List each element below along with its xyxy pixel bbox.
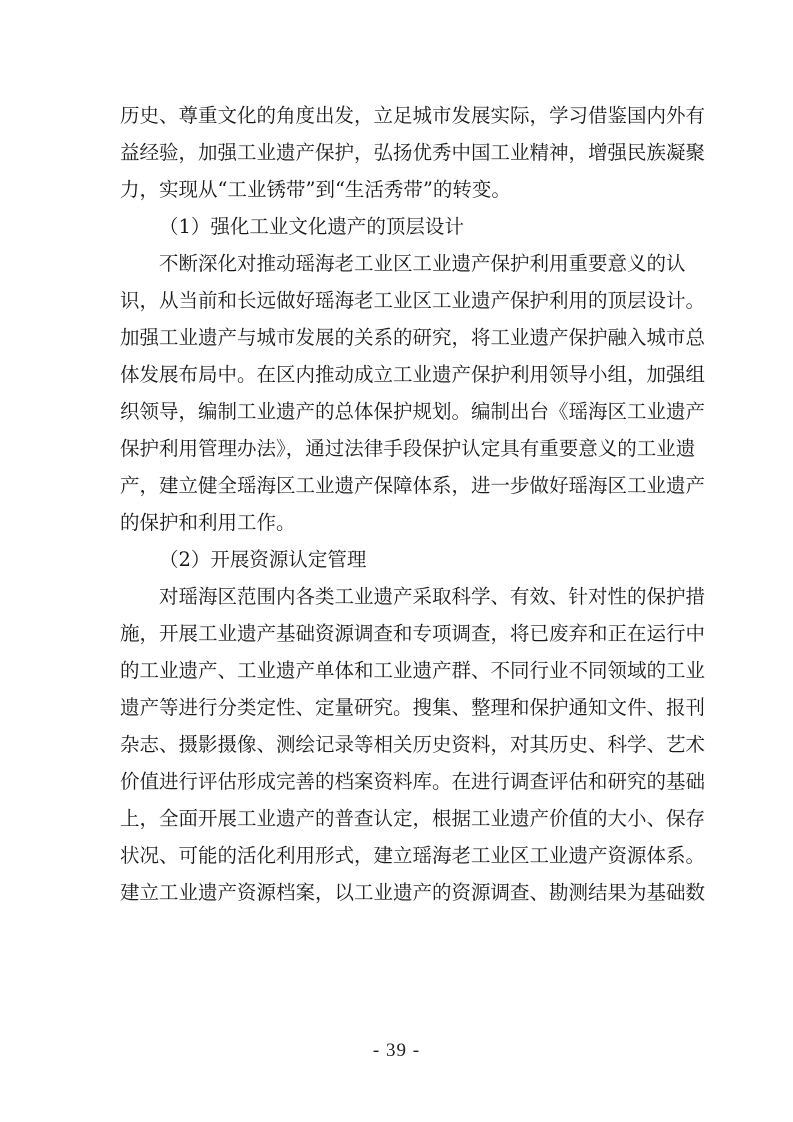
paragraph-line: 不断深化对推动瑶海老工业区工业遗产保护利用重要意义的认 <box>159 252 686 275</box>
paragraph-line: 益经验，加强工业遗产保护，弘扬优秀中国工业精神，增强民族凝聚 <box>120 141 706 164</box>
body-text <box>120 97 706 911</box>
paragraph-line: 力，实现从“工业锈带”到“生活秀带”的转变。 <box>120 178 511 201</box>
paragraph-line: 价值进行评估形成完善的档案资料库。在进行调查评估和研究的基础 <box>120 770 706 793</box>
paragraph-line: 加强工业遗产与城市发展的关系的研究，将工业遗产保护融入城市总 <box>120 326 706 349</box>
paragraph-line: 识，从当前和长远做好瑶海老工业区工业遗产保护利用的顶层设计。 <box>120 289 706 312</box>
paragraph-line: 建立工业遗产资源档案，以工业遗产的资源调查、勘测结果为基础数 <box>120 881 706 904</box>
section-heading: （2）开展资源认定管理 <box>159 548 367 571</box>
paragraph-line: 遗产等进行分类定性、定量研究。搜集、整理和保护通知文件、报刊 <box>120 696 706 719</box>
paragraph-line: 状况、可能的活化利用形式，建立瑶海老工业区工业遗产资源体系。 <box>120 844 706 867</box>
page-number: - 39 - <box>372 1040 421 1061</box>
section-heading: （1）强化工业文化遗产的顶层设计 <box>159 215 464 238</box>
paragraph-line: 的保护和利用工作。 <box>120 511 296 534</box>
paragraph-line: 杂志、摄影摄像、测绘记录等相关历史资料，对其历史、科学、艺术 <box>120 733 706 756</box>
paragraph-line: 体发展布局中。在区内推动成立工业遗产保护利用领导小组，加强组 <box>120 363 706 386</box>
paragraph-line: 历史、尊重文化的角度出发，立足城市发展实际，学习借鉴国内外有 <box>120 104 706 127</box>
paragraph-line: 保护利用管理办法》，通过法律手段保护认定具有重要意义的工业遗 <box>120 437 696 460</box>
paragraph-line: 施，开展工业遗产基础资源调查和专项调查，将已废弃和正在运行中 <box>120 622 706 645</box>
paragraph-line: 上，全面开展工业遗产的普查认定，根据工业遗产价值的大小、保存 <box>120 807 706 830</box>
paragraph-line: 对瑶海区范围内各类工业遗产采取科学、有效、针对性的保护措 <box>159 585 706 608</box>
paragraph-line: 织领导，编制工业遗产的总体保护规划。编制出台《瑶海区工业遗产 <box>120 400 706 423</box>
paragraph-line: 的工业遗产、工业遗产单体和工业遗产群、不同行业不同领域的工业 <box>120 659 706 682</box>
paragraph-line: 产，建立健全瑶海区工业遗产保障体系，进一步做好瑶海区工业遗产 <box>120 474 706 497</box>
